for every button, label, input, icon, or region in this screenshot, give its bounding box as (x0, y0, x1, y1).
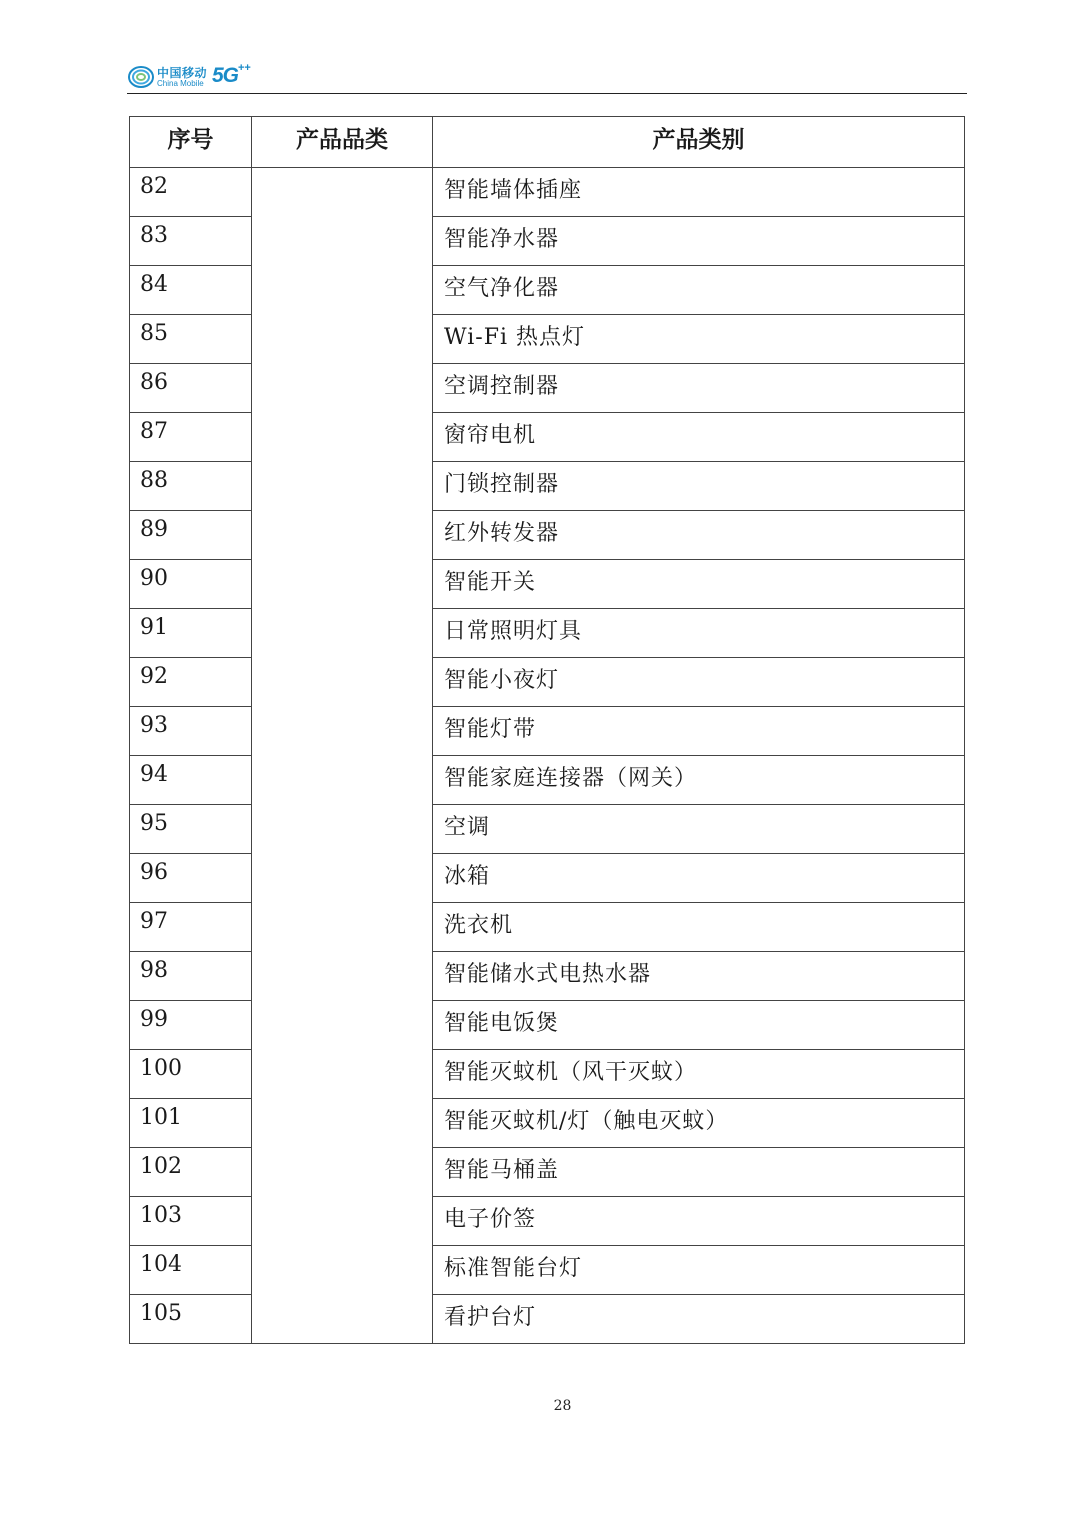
product-type-cell: 空调控制器 (433, 364, 965, 413)
product-type-cell: 智能灭蚊机（风干灭蚊） (433, 1050, 965, 1099)
brand-name-cn: 中国移动 (157, 66, 208, 80)
product-type-cell: 智能电饭煲 (433, 1001, 965, 1050)
row-number: 89 (130, 511, 252, 560)
row-number: 105 (130, 1295, 252, 1344)
product-type-cell: 日常照明灯具 (433, 609, 965, 658)
row-number: 91 (130, 609, 252, 658)
product-type-cell: 智能灯带 (433, 707, 965, 756)
row-number: 88 (130, 462, 252, 511)
product-type-cell: 窗帘电机 (433, 413, 965, 462)
product-type-cell: 智能储水式电热水器 (433, 952, 965, 1001)
product-type-cell: 智能净水器 (433, 217, 965, 266)
row-number: 95 (130, 805, 252, 854)
row-number: 86 (130, 364, 252, 413)
row-number: 97 (130, 903, 252, 952)
product-type-cell: 智能灭蚊机/灯（触电灭蚊） (433, 1099, 965, 1148)
brand-name-en: China Mobile (157, 79, 204, 88)
header-number: 序号 (130, 117, 252, 168)
product-type-cell: 电子价签 (433, 1197, 965, 1246)
header-divider (127, 93, 967, 94)
product-table (129, 116, 965, 1344)
row-number: 83 (130, 217, 252, 266)
row-number: 93 (130, 707, 252, 756)
row-number: 98 (130, 952, 252, 1001)
product-type-cell: 智能墙体插座 (433, 168, 965, 217)
row-number: 104 (130, 1246, 252, 1295)
row-number: 100 (130, 1050, 252, 1099)
product-type-cell: 空调 (433, 805, 965, 854)
product-type-cell: 门锁控制器 (433, 462, 965, 511)
table-row (130, 168, 965, 217)
product-type-cell: 红外转发器 (433, 511, 965, 560)
row-number: 102 (130, 1148, 252, 1197)
network-5g-label: 5G (212, 64, 239, 87)
row-number: 84 (130, 266, 252, 315)
product-type-cell: 洗衣机 (433, 903, 965, 952)
table-body (130, 168, 965, 1344)
row-number: 94 (130, 756, 252, 805)
row-number: 85 (130, 315, 252, 364)
row-number: 96 (130, 854, 252, 903)
header-product-type: 产品类别 (433, 117, 965, 168)
page-header (127, 58, 967, 96)
china-mobile-swirl-icon (127, 64, 155, 90)
product-type-cell: 冰箱 (433, 854, 965, 903)
page-number: 28 (553, 1398, 572, 1414)
table-header-row (130, 117, 965, 168)
product-type-cell: 看护台灯 (433, 1295, 965, 1344)
product-type-cell: 智能开关 (433, 560, 965, 609)
row-number: 99 (130, 1001, 252, 1050)
network-5g-suffix: ++ (238, 62, 251, 74)
product-type-cell: 空气净化器 (433, 266, 965, 315)
row-number: 103 (130, 1197, 252, 1246)
product-type-cell: 智能小夜灯 (433, 658, 965, 707)
product-type-cell: Wi-Fi 热点灯 (433, 315, 965, 364)
china-mobile-logo (127, 58, 267, 94)
row-number: 101 (130, 1099, 252, 1148)
row-number: 82 (130, 168, 252, 217)
row-number: 87 (130, 413, 252, 462)
row-number: 90 (130, 560, 252, 609)
product-type-cell: 智能马桶盖 (433, 1148, 965, 1197)
header-product-category: 产品品类 (252, 117, 433, 168)
product-category-cell (252, 168, 433, 1344)
product-type-cell: 标准智能台灯 (433, 1246, 965, 1295)
row-number: 92 (130, 658, 252, 707)
product-type-cell: 智能家庭连接器（网关） (433, 756, 965, 805)
